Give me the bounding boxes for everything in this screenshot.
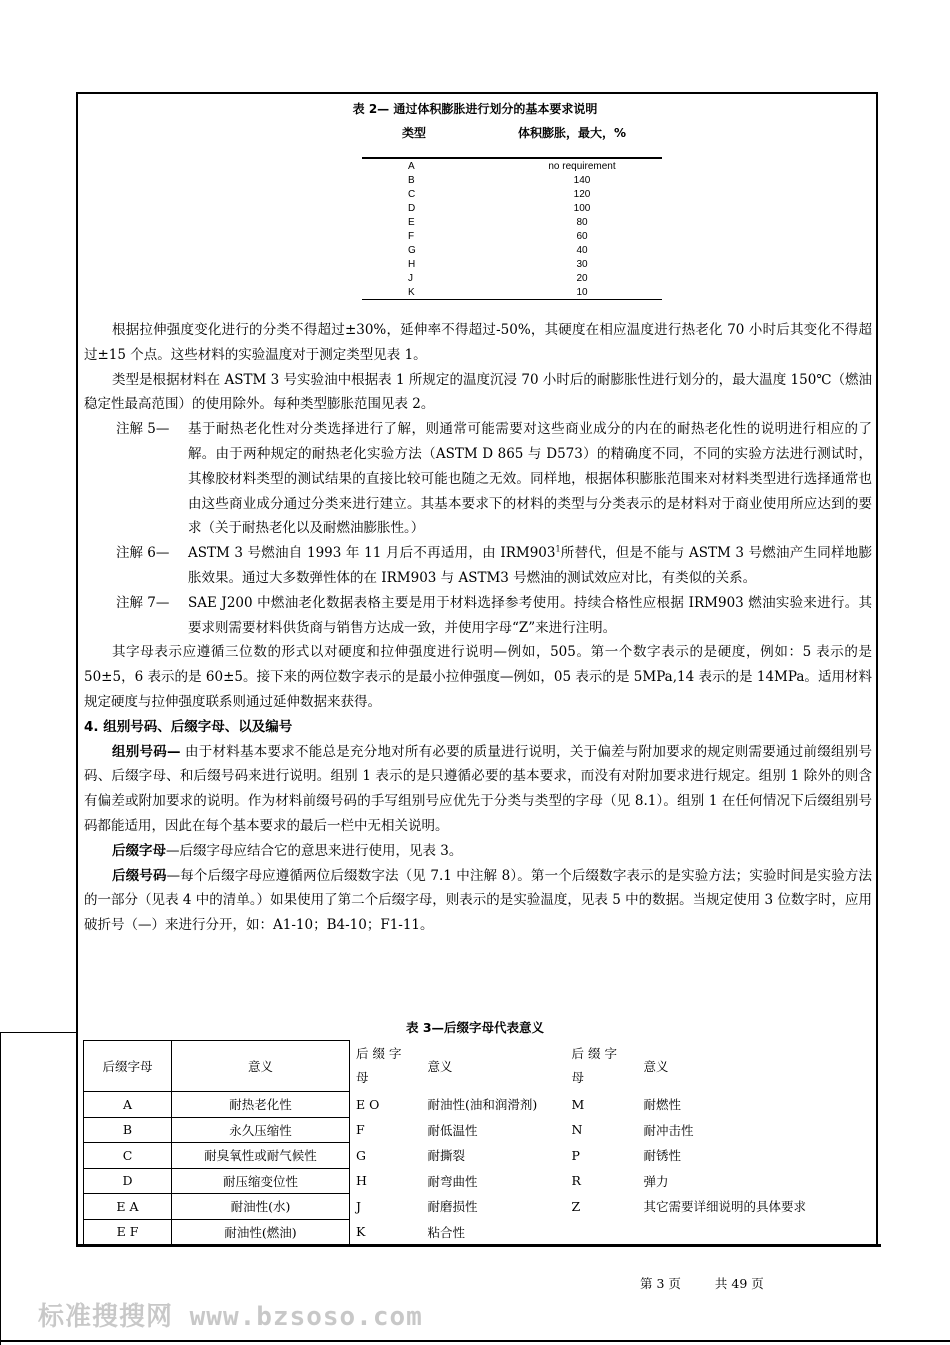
table2-value-cell: 40	[576, 245, 588, 256]
note-6-text-b: 所替代，但是不能与 ASTM 3 号燃油产生同样地膨胀效果。通过大多数弹性体的在 IRM903 与 ASTM3 号燃油的测试效应对比，有类似的关系。	[188, 545, 872, 586]
table3-letter-cell-3: M	[571, 1096, 585, 1112]
note-5	[84, 417, 872, 541]
watermark: 标准搜搜网 www.bzsoso.com	[38, 1302, 423, 1332]
table2-type-cell: A	[408, 161, 415, 172]
table3-header-letter-3: 后 缀 字 母	[571, 1046, 617, 1085]
table3-header-meaning-3: 意义	[643, 1059, 669, 1074]
table2-type-cell: G	[408, 245, 416, 256]
table2-row	[362, 230, 662, 244]
table2-row	[362, 272, 662, 286]
paragraph-1: 根据拉伸强度变化进行的分类不得超过±30%，延伸率不得超过-50%，其硬度在相应温度进行热老化 70 小时后其变化不得超过±15 个点。这些材料的实验温度对于测定类型见表 1。	[84, 322, 872, 363]
table3-letter-cell: D	[84, 1168, 172, 1194]
table3-meaning-cell-2: 耐磨损性	[427, 1199, 478, 1215]
table3-row	[84, 1092, 866, 1118]
table2-value-cell: no requirement	[548, 161, 616, 172]
table3-meaning-cell-3: 耐锈性	[643, 1148, 682, 1164]
table3-letter-cell: E F	[84, 1219, 172, 1245]
table2-type-cell: C	[408, 189, 416, 200]
table3-meaning-cell-2: 粘合性	[427, 1224, 466, 1240]
table2-col-swell: 体积膨胀，最大，%	[518, 126, 627, 140]
page-current: 第 3 页	[640, 1276, 681, 1291]
table3-meaning-cell-2: 耐油性(油和润滑剂)	[427, 1097, 538, 1113]
table2-row	[362, 160, 662, 174]
page-total: 共 49 页	[714, 1276, 764, 1291]
table3-row	[84, 1143, 866, 1169]
table2-type-cell: J	[408, 273, 413, 284]
table3-meaning-cell-3: 弹力	[643, 1173, 669, 1189]
left-edge-rule	[0, 1032, 1, 1345]
table3-letter-cell-3	[566, 1219, 638, 1245]
paragraph-2: 类型是根据材料在 ASTM 3 号实验油中根据表 1 所规定的温度沉浸 70 小时后的耐膨胀性进行划分的，最大温度 150℃（燃油稳定性最高范围）的使用除外。每种类型膨胀范围见表 2。	[84, 371, 872, 413]
table2-top-rule	[362, 157, 662, 159]
table2-value-cell: 120	[573, 189, 591, 200]
table3-letter-cell: E A	[84, 1194, 172, 1220]
table3-meaning-cell-2: 耐撕裂	[427, 1148, 466, 1164]
table2-type-cell: E	[408, 217, 415, 228]
note-6-superscript: 1	[555, 544, 561, 554]
table2-value-cell: 140	[573, 175, 591, 186]
table3-letter-cell-3: N	[571, 1122, 583, 1138]
table3-header-meaning-2: 意义	[427, 1059, 453, 1074]
table3-row	[84, 1117, 866, 1143]
table3-header-letter-2: 后 缀 字 母	[356, 1046, 402, 1085]
table3-row	[84, 1219, 866, 1245]
section-4-heading: 4. 组别号码、后缀字母、以及编号	[84, 718, 293, 735]
paragraph-group-number	[84, 740, 872, 839]
paragraph-suffix-number	[84, 864, 872, 938]
table3-meaning-cell-2: 耐低温性	[427, 1122, 478, 1138]
table3-letter-cell-2: G	[356, 1147, 366, 1163]
note-6-text-a: ASTM 3 号燃油自 1993 年 11 月后不再适用，由 IRM903	[188, 545, 556, 562]
table2-type-cell: F	[408, 231, 415, 242]
note-5-text: 基于耐热老化性对分类选择进行了解，则通常可能需要对这些商业成分的内在的耐热老化性的说明进行相应的了解。由于两种规定的耐热老化实验方法（ASTM D 865 与 D573）的精确度不同，不同的实验方法进行测试时，其橡胶材料类型的测试结果的直接比较可能也随之无效。同样地，根据体积膨胀范围来对材料类型进行选择通常也由这些商业成分通过分类来进行建立。其基本要求下的材料的类型与分类表示的是材料对于商业使用所应达到的要求（关于耐热老化以及耐燃油膨胀性。）	[188, 421, 872, 537]
suffix-number-text: —每个后缀字母应遵循两位后缀数字法（见 7.1 中注解 8）。第一个后缀数字表示的是实验方法；实验时间是实验方法的一部分（见表 4 中的清单。）如果使用了第二个后缀字母，则表示的是实验温度，见表 5 中的数据。当规定使用 3 位数字时，应用破折号（—）来进行分开，如：A1-10；B4-10；F1-11。	[84, 867, 872, 934]
table3-meaning-cell: 耐油性(燃油)	[172, 1219, 350, 1245]
table2-value-cell: 60	[576, 231, 588, 242]
table2-value-cell: 10	[576, 287, 588, 298]
note-7	[84, 591, 872, 641]
paragraph-3: 其字母表示应遵循三位数的形式以对硬度和拉伸强度进行说明—例如，505。第一个数字表示的是硬度，例如：5 表示的是 50±5，6 表示的是 60±5。接下来的两位数字表示的是最小拉伸强度—例如，05 表示的是 5MPa,14 表示的是 14MPa。适用材料规定硬度与拉伸强度联系则通过延伸数据来获得。	[84, 644, 872, 710]
table3-row	[84, 1194, 866, 1220]
table3-letter-cell-2: F	[356, 1122, 365, 1138]
table3-title: 表 3—后缀字母代表意义	[405, 1020, 545, 1035]
table3-letter-cell-3: R	[571, 1173, 581, 1189]
table2-row	[362, 258, 662, 272]
table2-row	[362, 216, 662, 230]
table2-row	[362, 174, 662, 188]
table3-meaning-cell: 永久压缩性	[172, 1117, 350, 1143]
page-number	[640, 1274, 764, 1292]
group-number-text: 由于材料基本要求不能总是充分地对所有必要的质量进行说明，关于偏差与附加要求的规定则需要通过前缀组别号码、后缀字母、和后缀号码来进行说明。组别 1 表示的是只遵循必要的基本要求，而没有对附加要求进行规定。组别 1 除外的则含有偏差或附加要求的说明。作为材料前缀号码的手写组别号应优先于分类与类型的字母（见 8.1）。组别 1 在任何情况下后缀组别号码都能适用，因此在每个基本要求的最后一栏中无相关说明。	[84, 743, 872, 834]
note-7-text: SAE J200 中燃油老化数据表格主要是用于材料选择参考使用。持续合格性应根据 IRM903 燃油实验来进行。其要求则需要材料供货商与销售方达成一致，并使用字母“Z”来进行注明。	[188, 594, 872, 636]
table2-value-cell: 20	[576, 273, 588, 284]
note-6	[84, 541, 872, 591]
table3-letter-cell: C	[84, 1143, 172, 1169]
table3-meaning-cell-3: 其它需要详细说明的具体要求	[643, 1199, 807, 1215]
table2-col-type: 类型	[402, 126, 427, 140]
table3-letter-cell: A	[84, 1092, 172, 1118]
table3-meaning-cell-3: 耐冲击性	[643, 1122, 694, 1138]
note-7-label: 注解 7—	[116, 594, 170, 611]
table2-row	[362, 188, 662, 202]
table2-type-cell: D	[408, 203, 416, 214]
table3-meaning-cell-3: 耐燃性	[643, 1097, 682, 1113]
body-text	[84, 318, 872, 938]
table2-row	[362, 202, 662, 216]
table2-title: 表 2— 通过体积膨胀进行划分的基本要求说明	[352, 102, 598, 116]
table3-meaning-cell: 耐油性(水)	[172, 1194, 350, 1220]
table3-letter-cell-3: P	[571, 1147, 580, 1163]
table2-type-cell: H	[408, 259, 416, 270]
table3-meaning-cell: 耐热老化性	[172, 1092, 350, 1118]
table3-header-row	[84, 1041, 866, 1092]
suffix-number-label: 后缀号码	[112, 867, 167, 884]
table2-value-cell: 100	[573, 203, 591, 214]
table3-meaning-cell-3	[638, 1219, 866, 1245]
table2-type-cell: K	[408, 287, 415, 298]
table2-value-cell: 30	[576, 259, 588, 270]
page-bottom-rule	[0, 1340, 950, 1342]
table3-letter-cell-3: Z	[571, 1198, 581, 1214]
table3-meaning-cell-2: 耐弯曲性	[427, 1173, 478, 1189]
table3-letter-cell-2: H	[356, 1173, 367, 1189]
note-6-label: 注解 6—	[116, 545, 170, 562]
table2-value-cell: 80	[576, 217, 588, 228]
table3-letter-cell-2: E O	[356, 1096, 380, 1112]
table2-row	[362, 244, 662, 258]
note-5-label: 注解 5—	[116, 421, 170, 438]
table3-header-meaning: 意义	[172, 1041, 350, 1092]
suffix-letter-text: —后缀字母应结合它的意思来进行使用，见表 3。	[166, 842, 463, 859]
table3-meaning-cell: 耐压缩变位性	[172, 1168, 350, 1194]
table2-type-cell: B	[408, 175, 415, 186]
table3-letter-cell-2: K	[356, 1224, 366, 1240]
table3-header-letter: 后缀字母	[84, 1041, 172, 1092]
table3-letter-cell-2: J	[356, 1198, 362, 1214]
table3-meaning-cell: 耐臭氧性或耐气候性	[172, 1143, 350, 1169]
table3-row	[84, 1168, 866, 1194]
suffix-letter-label: 后缀字母	[112, 842, 166, 859]
table2-body	[362, 160, 662, 300]
table3	[83, 1040, 866, 1245]
table3-letter-cell: B	[84, 1117, 172, 1143]
group-number-label: 组别号码—	[112, 743, 181, 760]
paragraph-suffix-letter	[84, 839, 872, 864]
table2-bottom-rule	[362, 299, 662, 300]
table2-row	[362, 286, 662, 300]
